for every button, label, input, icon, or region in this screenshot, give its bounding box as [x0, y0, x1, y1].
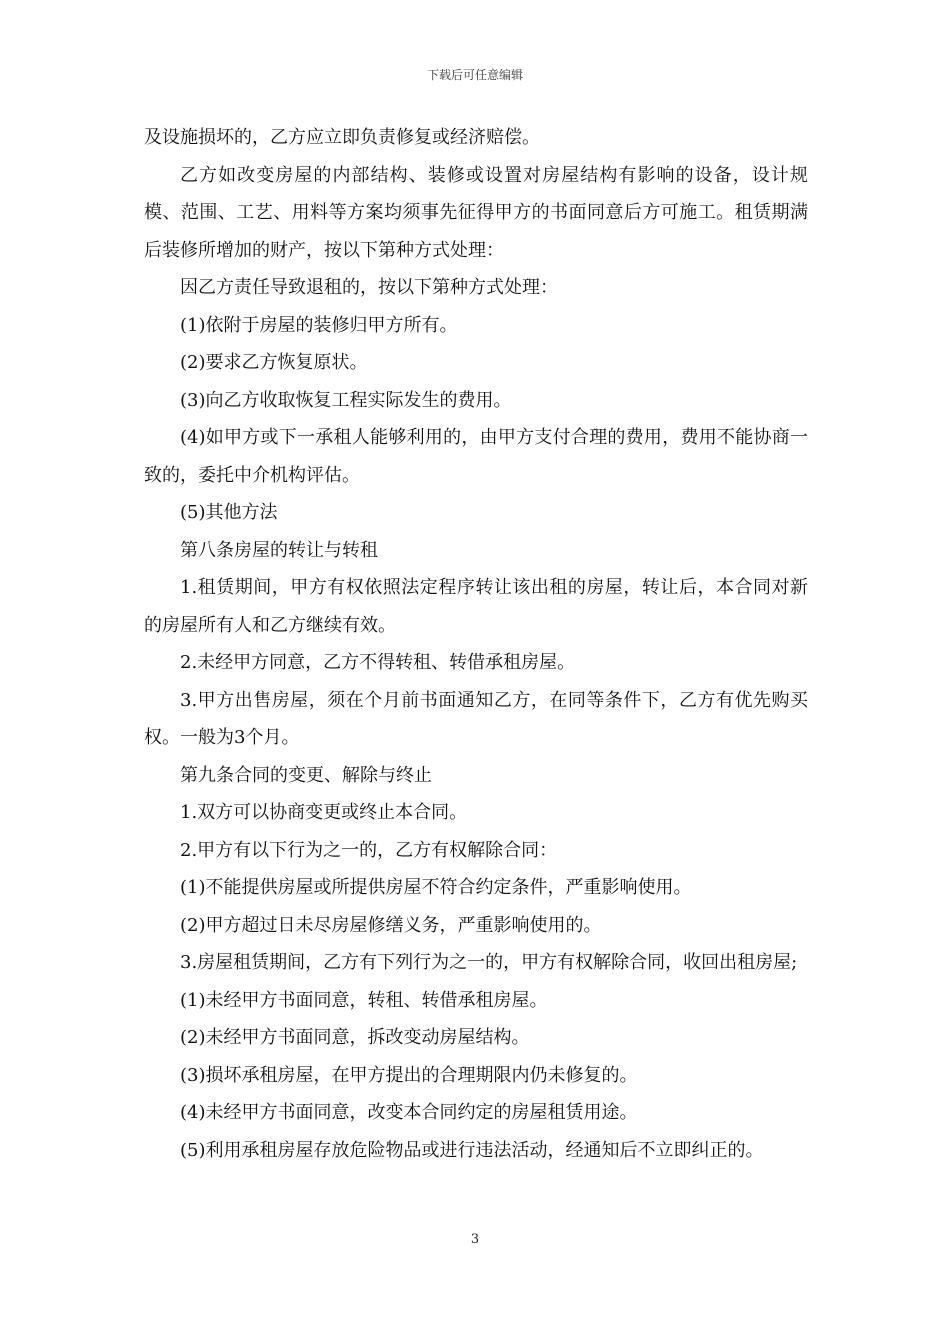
document-body: [144, 119, 808, 1169]
list-item: 2.未经甲方同意，乙方不得转租、转借承租房屋。: [180, 652, 576, 673]
list-item: (2)要求乙方恢复原状。: [180, 352, 368, 373]
list-item: 3.房屋租赁期间，乙方有下列行为之一的，甲方有权解除合同，收回出租房屋;: [180, 952, 798, 973]
list-item: (5)其他方法: [180, 502, 278, 523]
list-item: (1)不能提供房屋或所提供房屋不符合约定条件，严重影响使用。: [180, 877, 692, 898]
list-item: (2)未经甲方书面同意，拆改变动房屋结构。: [180, 1027, 530, 1048]
section-heading: 第九条合同的变更、解除与终止: [180, 764, 432, 786]
page-header: 下载后可任意编辑: [426, 68, 523, 82]
list-item: (5)利用承租房屋存放危险物品或进行违法活动，经通知后不立即纠正的。: [180, 1139, 764, 1161]
list-item: 2.甲方有以下行为之一的，乙方有权解除合同：: [180, 839, 558, 861]
list-item: (1)依附于房屋的装修归甲方所有。: [180, 314, 458, 336]
section-heading: 第八条房屋的转让与转租: [180, 539, 378, 561]
paragraph: 乙方如改变房屋的内部结构、装修或设置对房屋结构有影响的设备，设计规模、范围、工艺、用料等方案均须事先征得甲方的书面同意后方可施工。租赁期满后装修所增加的财产，按以下第种方式处理：: [144, 164, 808, 261]
list-item: (4)未经甲方书面同意，改变本合同约定的房屋租赁用途。: [180, 1102, 638, 1123]
page-number: 3: [470, 1232, 480, 1247]
list-item: (4)如甲方或下一承租人能够利用的，由甲方支付合理的费用，费用不能协商一致的，委托中介机构评估。: [144, 427, 808, 486]
list-item: (1)未经甲方书面同意，转租、转借承租房屋。: [180, 989, 548, 1011]
paragraph: 因乙方责任导致退租的，按以下第种方式处理：: [180, 277, 558, 298]
list-item: 3.甲方出售房屋，须在个月前书面通知乙方，在同等条件下，乙方有优先购买权。一般为3个月。: [144, 689, 808, 748]
list-item: 1.租赁期间，甲方有权依照法定程序转让该出租的房屋，转让后，本合同对新的房屋所有人和乙方继续有效。: [144, 577, 808, 636]
paragraph: 及设施损坏的，乙方应立即负责修复或经济赔偿。: [144, 127, 540, 148]
list-item: 1.双方可以协商变更或终止本合同。: [180, 802, 468, 823]
list-item: (3)向乙方收取恢复工程实际发生的费用。: [180, 389, 512, 411]
list-item: (2)甲方超过日未尽房屋修缮义务，严重影响使用的。: [180, 914, 602, 936]
list-item: (3)损坏承租房屋，在甲方提出的合理期限内仍未修复的。: [180, 1064, 638, 1086]
